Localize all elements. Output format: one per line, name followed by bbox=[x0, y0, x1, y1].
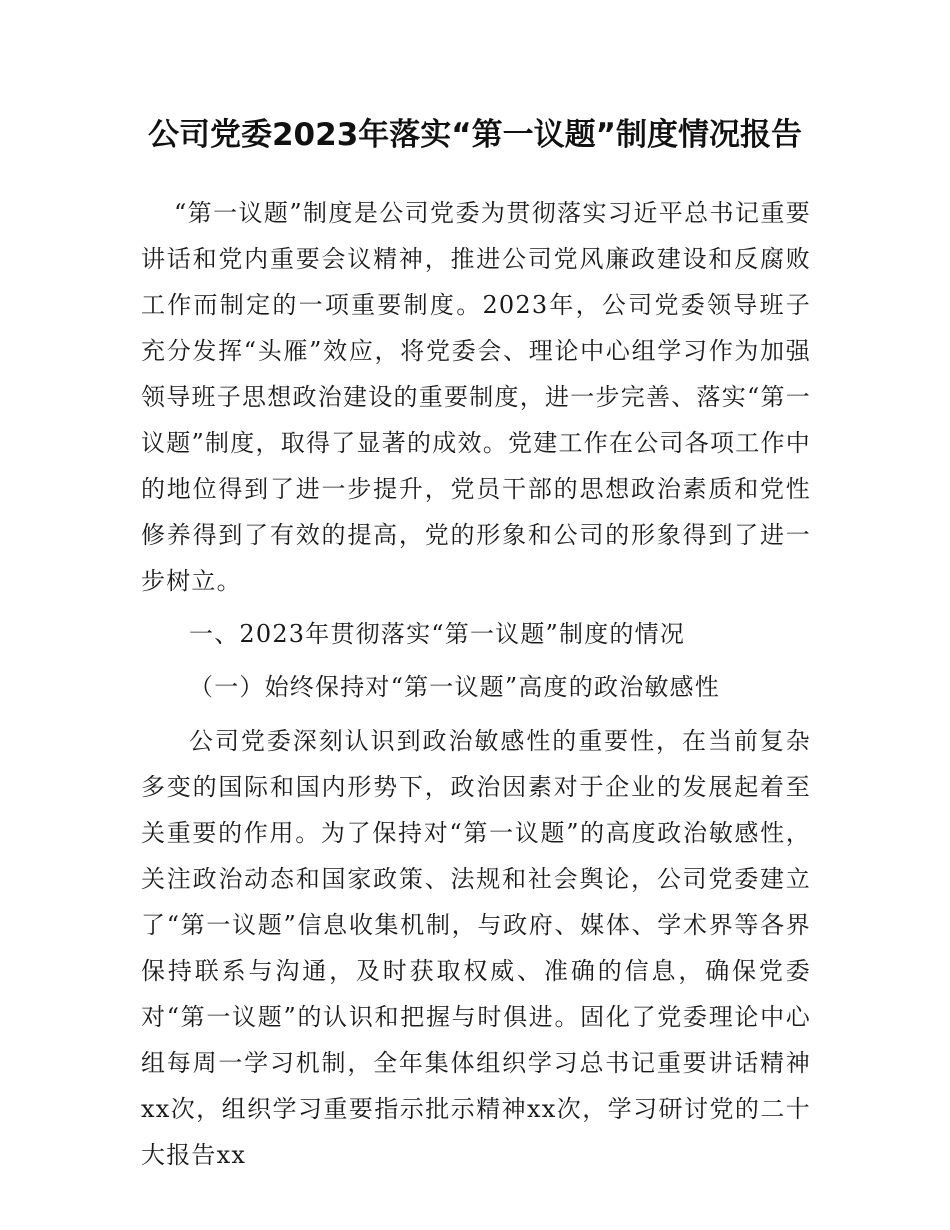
document-title: 公司党委2023年落实“第一议题”制度情况报告 bbox=[147, 117, 803, 153]
subsection-heading: （一）始终保持对“第一议题”高度的政治敏感性 bbox=[189, 673, 720, 701]
intro-paragraph: “第一议题”制度是公司党委为贯彻落实习近平总书记重要讲话和党内重要会议精神，推进公司党风廉政建设和反腐败工作而制定的一项重要制度。2023年，公司党委领导班子充分发挥“头雁”效应，将党委会、理论中心组学习作为加强领导班子思想政治建设的重要制度，进一步完善、落实“第一议题”制度，取得了显著的成效。党建工作在公司各项工作中的地位得到了进一步提升，党员干部的思想政治素质和党性修养得到了有效的提高，党的形象和公司的形象得到了进一步树立。 bbox=[141, 199, 811, 595]
section-heading: 一、2023年贯彻落实“第一议题”制度的情况 bbox=[189, 620, 686, 648]
body-paragraph: 公司党委深刻认识到政治敏感性的重要性，在当前复杂多变的国际和国内形势下，政治因素对于企业的发展起着至关重要的作用。为了保持对“第一议题”的高度政治敏感性，关注政治动态和国家政策、法规和社会舆论，公司党委建立了“第一议题”信息收集机制，与政府、媒体、学术界等各界保持联系与沟通，及时获取权威、准确的信息，确保党委对“第一议题”的认识和把握与时俱进。固化了党委理论中心组每周一学习机制，全年集体组织学习总书记重要讲话精神xx次，组织学习重要指示批示精神xx次，学习研讨党的二十大报告xx bbox=[141, 727, 811, 1169]
